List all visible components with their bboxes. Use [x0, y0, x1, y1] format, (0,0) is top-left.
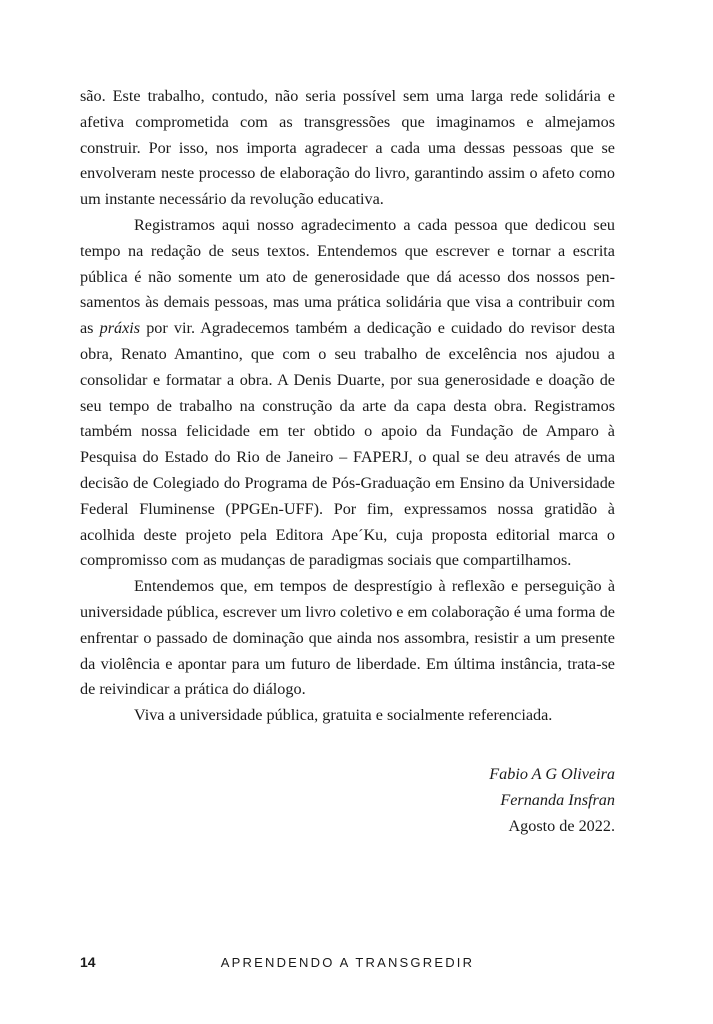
body-text: [80, 84, 615, 729]
running-title: APRENDENDO A TRANSGREDIR: [220, 955, 475, 970]
praxis-italic: práxis: [99, 319, 141, 338]
page-number: 14: [80, 954, 96, 970]
paragraph-1: são. Este trabalho, contudo, não seria possível sem uma larga rede solidária e afetiva comprometida com as transgressões que imaginamos e almejamos construir. Por isso, nos importa agradecer a cada uma dessas pessoas que se envolveram neste processo de elaboração do livro, garantindo assim o afeto como um instante necessário da revolução educativa.: [80, 87, 615, 209]
signature-date: Agosto de 2022.: [508, 816, 615, 835]
paragraph-2-part-b: por vir. Agradecemos também a dedicação e cuidado do revisor desta obra, Renato Amantino, que com o seu trabalho de excelência nos ajudou a consolidar e formatar a obra. A Denis Duarte, por sua generosidade e doação de seu tempo de trabalho na construção da arte da capa desta obra. Registramos também nossa felicidade em ter obtido o apoio da Fundação de Amparo à Pesquisa do Estado do Rio de Janeiro – FAPERJ, o qual se deu através de uma decisão de Colegiado do Programa de Pós-Graduação em Ensino da Universidade Federal Fluminense (PPGEn-UFF). Por fim, expressamos nossa gratidão à acolhida deste projeto pela Editora Ape´Ku, cuja proposta editorial marca o compromisso com as mudanças de paradigmas sociais que compartilhamos.: [80, 319, 616, 570]
paragraph-4: Viva a universidade pública, gratuita e socialmente referenciada.: [134, 706, 553, 725]
paragraph-2-part-a: Registramos aqui nosso agradecimento a cada pessoa que dedicou seu tempo na redação de seus textos. Entendemos que escrever e tornar a escrita pública é não somente um ato de generosidade que dá acesso dos nossos pensamentos às demais pessoas, mas uma prática solidária que visa a contribuir com as: [80, 215, 615, 338]
author-fernanda: Fernanda Insfran: [500, 790, 615, 809]
author-fabio: Fabio A G Oliveira: [489, 765, 615, 783]
paragraph-2: [80, 213, 615, 574]
page-footer: [80, 954, 615, 976]
paragraph-3: Entendemos que, em tempos de desprestígio à reflexão e perseguição à universidade pública, escrever um livro coletivo e em colaboração é uma forma de enfrentar o passado de dominação que ainda nos assombra, resistir a um presente da violência e apontar para um futuro de liberdade. Em última instância, trata-se de reivindicar a prática do diálogo.: [80, 577, 615, 699]
signature-block: [489, 762, 615, 839]
